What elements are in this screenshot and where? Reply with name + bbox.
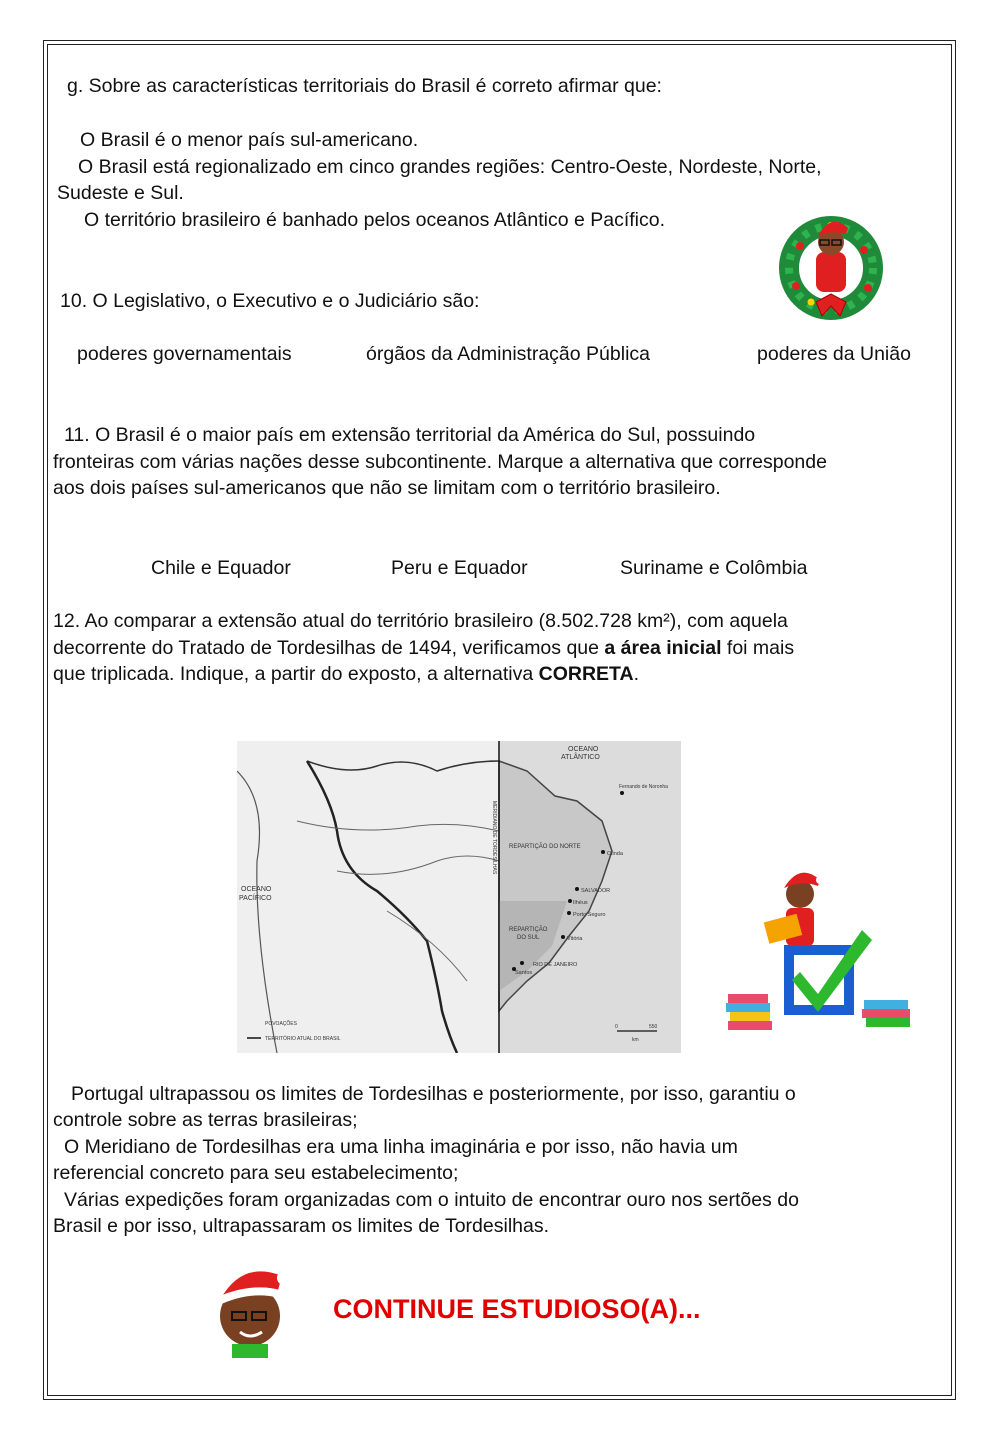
map-label-rep-sul-2: DO SUL	[517, 935, 540, 941]
map-city-vitoria: Vitória	[567, 936, 583, 942]
map-drawing	[237, 741, 681, 1053]
map-city-santos: Santos	[515, 970, 533, 976]
map-label-atlantic-1: OCEANO	[568, 746, 599, 753]
map-label-rep-norte: REPARTIÇÃO DO NORTE	[509, 844, 581, 850]
santa-hat-avatar	[202, 1258, 298, 1358]
map-label-pacific-2: PACÍFICO	[239, 895, 272, 902]
map-city-rio: RIO DE JANEIRO	[533, 962, 578, 968]
question-10: 10. O Legislativo, o Executivo e o Judiciário são:	[60, 290, 480, 312]
q11-option-2[interactable]: Peru e Equador	[391, 557, 528, 579]
question-11-line-1: 11. O Brasil é o maior país em extensão territorial da América do Sul, possuindo	[64, 424, 756, 446]
q12-text: .	[633, 663, 640, 685]
question-11-line-3: aos dois países sul-americanos que não se limitam com o território brasileiro.	[53, 477, 721, 499]
q-g-option-1[interactable]: O Brasil é o menor país sul-americano.	[80, 129, 419, 151]
map-city-olinda: Olinda	[607, 851, 623, 857]
map-legend-territorio: TERRITÓRIO ATUAL DO BRASIL	[265, 1036, 341, 1042]
map-label-meridian: MERIDIANO DE TORDESILHAS	[491, 801, 497, 875]
reading-checkmark-illustration	[722, 852, 917, 1042]
q12-option-1-cont[interactable]: controle sobre as terras brasileiras;	[53, 1109, 358, 1131]
question-g: g. Sobre as características territoriais do Brasil é correto afirmar que:	[67, 75, 662, 97]
map-scale-km: km	[632, 1037, 639, 1043]
q12-text: foi mais	[721, 637, 795, 659]
q12-option-2-cont[interactable]: referencial concreto para seu estabelecimento;	[53, 1162, 459, 1184]
q12-text: que triplicada. Indique, a partir do exposto, a alternativa	[53, 663, 539, 685]
q12-option-1[interactable]: Portugal ultrapassou os limites de Tordesilhas e posteriormente, por isso, garantiu o	[71, 1083, 796, 1105]
q12-text: decorrente do Tratado de Tordesilhas de 1494, verificamos que	[53, 637, 605, 659]
q12-option-3[interactable]: Várias expedições foram organizadas com o intuito de encontrar ouro nos sertões do	[64, 1189, 799, 1211]
map-label-rep-sul-1: REPARTIÇÃO	[509, 927, 548, 933]
q12-option-2[interactable]: O Meridiano de Tordesilhas era uma linha imaginária e por isso, não havia um	[64, 1136, 738, 1158]
q10-option-3[interactable]: poderes da União	[757, 343, 911, 365]
question-12-line-1: 12. Ao comparar a extensão atual do território brasileiro (8.502.728 km²), com aquela	[53, 610, 788, 632]
q10-option-2[interactable]: órgãos da Administração Pública	[366, 343, 650, 365]
map-city-noronha: Fernando de Noronha	[619, 784, 668, 790]
q12-bold-correta: CORRETA	[538, 663, 634, 685]
q10-option-1[interactable]: poderes governamentais	[77, 343, 292, 365]
question-12-line-3	[53, 661, 639, 688]
q12-bold-area: a área inicial	[604, 637, 722, 659]
q-g-option-2[interactable]: O Brasil está regionalizado em cinco grandes regiões: Centro-Oeste, Nordeste, Norte,	[78, 156, 822, 178]
tordesilhas-map	[237, 741, 681, 1053]
map-label-pacific-1: OCEANO	[241, 886, 272, 893]
map-scale-0: 0	[615, 1024, 618, 1030]
question-11-line-2: fronteiras com várias nações desse subcontinente. Marque a alternativa que corresponde	[53, 451, 827, 473]
map-city-salvador: SALVADOR	[581, 888, 611, 894]
question-12-line-2	[53, 635, 794, 662]
continue-studying-text: CONTINUE ESTUDIOSO(A)...	[333, 1294, 701, 1324]
map-legend-povoacoes: POVOAÇÕES	[265, 1021, 297, 1027]
q-g-option-3[interactable]: O território brasileiro é banhado pelos oceanos Atlântico e Pacífico.	[84, 209, 666, 231]
christmas-wreath-illustration	[776, 206, 886, 324]
map-scale-550: 550	[649, 1024, 658, 1030]
q11-option-1[interactable]: Chile e Equador	[151, 557, 291, 579]
map-city-ilheus: Ilhéus	[573, 900, 588, 906]
map-label-atlantic-2: ATLÂNTICO	[561, 754, 600, 761]
q11-option-3[interactable]: Suriname e Colômbia	[620, 557, 808, 579]
map-city-porto-seguro: Porto Seguro	[573, 912, 606, 918]
q-g-option-2-cont[interactable]: Sudeste e Sul.	[57, 182, 184, 204]
q12-option-3-cont[interactable]: Brasil e por isso, ultrapassaram os limites de Tordesilhas.	[53, 1215, 550, 1237]
